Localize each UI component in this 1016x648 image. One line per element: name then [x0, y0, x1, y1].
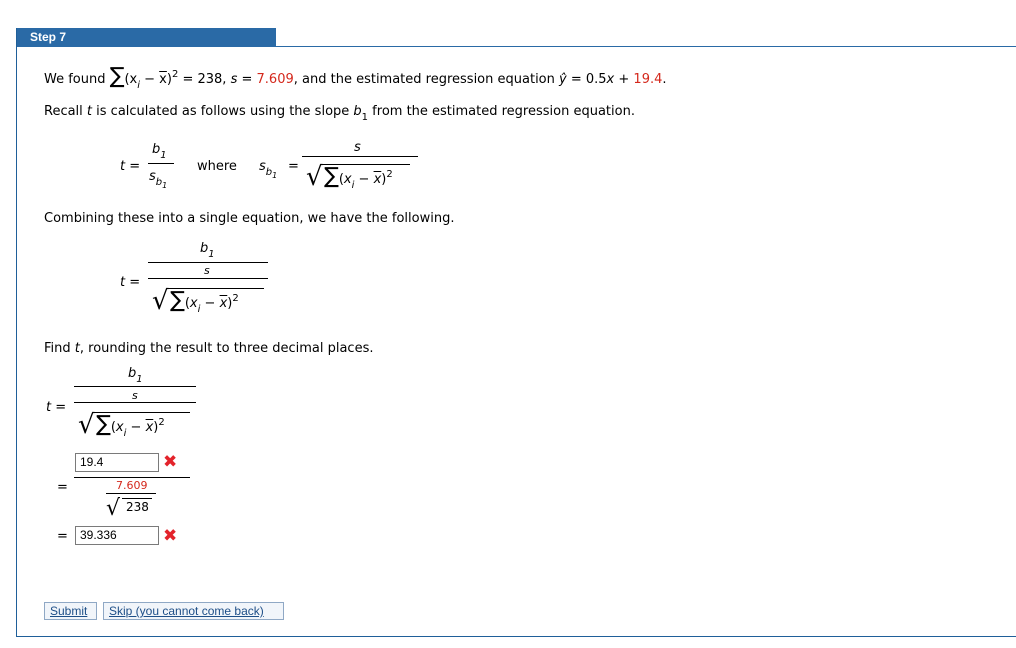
given-s-value: 7.609: [116, 479, 148, 492]
step-title: Step 7: [17, 28, 276, 47]
fraction-bar: [148, 262, 268, 263]
given-s-value: 7.609: [256, 72, 294, 87]
result-input[interactable]: 39.336: [75, 526, 159, 545]
numerator-input[interactable]: 19.4: [75, 453, 159, 472]
sqrt-symbol: √: [78, 410, 95, 440]
intro-line: We found $\sum(x_i - \overline{x})^2 = 238$, s = 7.609, and the estimated regression equation ŷ = 0.5x + 19.4.: [44, 64, 667, 91]
step-header-rule: [276, 46, 1016, 47]
incorrect-x-icon: ✖: [163, 526, 178, 546]
fraction-bar: [148, 278, 268, 279]
fraction-bar: [148, 163, 174, 164]
sqrt-symbol: √: [306, 162, 323, 192]
sqrt-symbol: √: [152, 286, 169, 316]
recall-line: Recall t is calculated as follows using the slope $b_1$ from the estimated regression equation.: [44, 104, 635, 123]
sum-value: 238: [126, 500, 149, 514]
fraction-bar: [106, 493, 156, 494]
fraction-bar: [74, 386, 196, 387]
sqrt-symbol: √: [106, 496, 121, 521]
skip-button[interactable]: Skip (you cannot come back): [103, 602, 284, 620]
fraction-bar: [74, 477, 190, 478]
incorrect-x-icon: ✖: [163, 452, 178, 472]
fraction-bar: [302, 156, 418, 157]
submit-button[interactable]: Submit: [44, 602, 97, 620]
sigma-symbol: ∑: [109, 64, 125, 89]
given-intercept: 19.4: [633, 72, 663, 87]
find-instruction: Find t, rounding the result to three decimal places.: [44, 341, 374, 356]
combining-line: Combining these into a single equation, we have the following.: [44, 211, 455, 226]
fraction-bar: [74, 402, 196, 403]
